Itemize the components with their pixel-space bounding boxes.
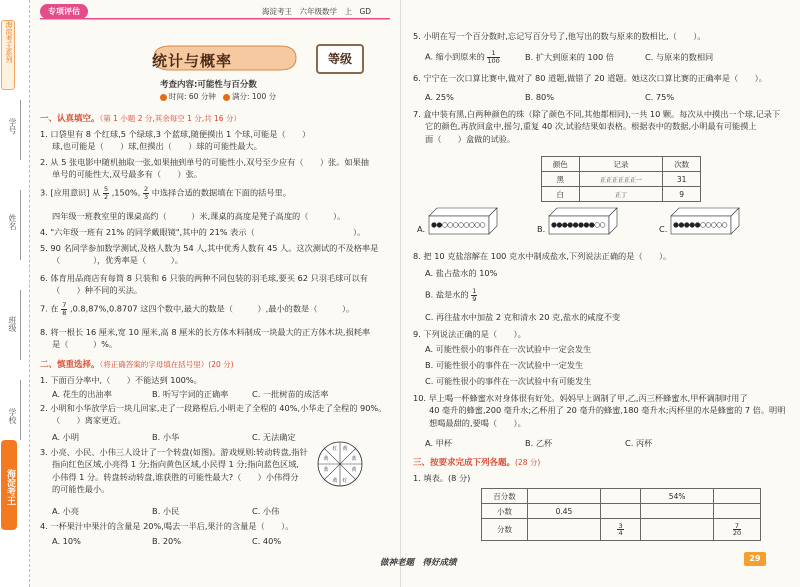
bead: [552, 223, 557, 228]
table-cell: 9: [663, 187, 701, 202]
page-title: 统计与概率: [152, 52, 233, 70]
q2-10-line2: 40 毫升的蜂蜜,200 毫升水;乙杯用了 20 毫升的蜂蜜,180 毫升水;丙杯里的水是蜂蜜的 7 倍。明明: [429, 405, 786, 416]
q2-7-line2: 它的颜色,再放回盒中,摇匀,重复 40 次,试验结果如表格。根据表中的数据,小明最有可能摸上: [425, 121, 757, 132]
question-2-4: 4. 一杯果汁中果汁的含量是 20%,喝去一半后,果汁的含量是（ ）。: [40, 521, 294, 531]
q1-6-line1: 6. 体育用品商店有每筒 8 只装和 6 只装的两种不同包装的羽毛球,要买 62 只羽毛球可以有: [40, 273, 368, 283]
table-row: [542, 172, 701, 187]
q1-1-line2: 球,也可能是（ ）球,但摸出（ ）球的可能性最大。: [52, 141, 262, 152]
option-b: B. 可能性很小的事件在一次试验中一定发生: [425, 360, 584, 370]
question-2-3: [40, 446, 316, 495]
q1-8-line2: 是（ ）%。: [52, 339, 118, 350]
option-a: A. 花生的出油率: [52, 389, 112, 399]
q1-5-line1: 5. 90 名同学参加数学测试,及格人数为 54 人,其中优秀人数有 45 人。这次测试的不及格率是: [40, 243, 379, 253]
option-b: B. 80%: [525, 92, 555, 102]
table-cell[interactable]: [641, 519, 714, 541]
question-1-8: [40, 326, 395, 351]
fraction: [617, 523, 623, 537]
fraction-numerator: 7: [62, 301, 67, 309]
fraction: [471, 288, 477, 302]
option-c: C. 与原来的数相同: [645, 52, 714, 62]
q2-2-line2: （ ）离家更近。: [52, 415, 126, 426]
bead: [674, 223, 679, 228]
table-cell[interactable]: [528, 489, 601, 504]
fraction-denominator: 2: [103, 192, 109, 201]
option-a: [425, 50, 500, 64]
option-a: A. 10%: [52, 536, 81, 546]
table-cell[interactable]: [714, 489, 761, 504]
fraction-numerator: 2: [143, 185, 149, 193]
bead: [584, 223, 589, 228]
strip-line: [20, 100, 21, 160]
fraction-denominator: 20: [732, 529, 742, 537]
spinner-label: 黄: [323, 456, 329, 462]
tally-table: [541, 156, 701, 202]
question-2-6: 6. 宁宁在一次口算比赛中,做对了 80 道题,做错了 20 道题。她这次口算比赛的正确率是（ ）。: [413, 73, 767, 83]
box-label-c: C.: [659, 224, 668, 234]
q1-8-line1: 8. 将一根长 16 厘米,宽 10 厘米,高 8 厘米的长方体木料制成一块最大的正方体木块,损耗率: [40, 327, 371, 337]
spinner-label: 红: [332, 446, 338, 452]
option-c: C. 一批树苗的成活率: [252, 389, 329, 399]
question-1-6: [40, 272, 395, 297]
bead: [695, 223, 700, 228]
q1-7-lead: 7. 在: [40, 303, 59, 314]
section-1-title: [40, 112, 241, 124]
section-1-note: （第 1 小题 2 分,其余每空 1 分,共 16 分）: [99, 114, 241, 123]
option-c: C. 可能性很小的事件在一次试验中有可能发生: [425, 376, 592, 386]
spinner-figure: [316, 440, 364, 488]
series-label: 海淀考王 六年级数学 上 GD: [262, 7, 372, 16]
section-3-note: (28 分): [515, 458, 541, 467]
option-b: [425, 288, 477, 302]
bead-box-b: [547, 206, 619, 236]
q1-3-mid: ,150%,: [111, 187, 141, 198]
fraction-numerator: 1: [487, 50, 499, 58]
section-2-title: [40, 358, 234, 370]
option-b: B. 20%: [152, 536, 182, 546]
q1-7-tail: ,0.8,87%,0.8707 这四个数中,最大的数是（ ）,最小的数是（ ）。: [69, 303, 355, 314]
table-cell[interactable]: [600, 504, 640, 519]
q2-10-line1: 10. 早上喝一杯蜂蜜水对身体很有好处。妈妈早上调制了甲,乙,丙三杯蜂蜜水,甲杯调制时用了: [413, 393, 748, 403]
fraction: [143, 186, 149, 200]
question-2-5: 5. 小明在写一个百分数时,忘记写百分号了,他写出的数与原来的数相比,（ ）。: [413, 31, 706, 41]
box-label-a: A.: [417, 224, 426, 234]
bead: [437, 223, 442, 228]
bead: [701, 223, 706, 228]
footer-motto: 做神老题 得好成绩: [380, 558, 457, 568]
table-header: 颜色: [542, 157, 580, 172]
q1-2-line1: 2. 从 5 张电影中随机抽取一张,如果抽到单号的可能性小,双号至少应有（ ）张。如果抽: [40, 157, 369, 167]
question-2-7: [413, 108, 798, 145]
table-cell: 正丁: [579, 187, 663, 202]
question-1-1: [40, 128, 395, 153]
question-2-9: 9. 下列说法正确的是（ ）。: [413, 329, 526, 339]
spinner-label: 蓝: [351, 456, 357, 462]
q1-1-line1: 1. 口袋里有 8 个红球,5 个绿球,3 个蓝球,随便摸出 1 个球,可能是（ ）: [40, 129, 311, 139]
q1-3-lead: 3. [应用意识] 从: [40, 187, 101, 198]
table-cell: 白: [542, 187, 580, 202]
option-c: C. 再往盐水中加盐 2 克和清水 20 克,盐水的咸度不变: [425, 312, 621, 322]
spinner-label: 红: [342, 478, 348, 484]
bead: [469, 223, 474, 228]
table-header-row: [542, 157, 701, 172]
question-1-2: [40, 156, 395, 181]
table-row: [482, 489, 761, 504]
table-header: 记录: [579, 157, 663, 172]
conversion-table: [481, 488, 761, 541]
brand-badge: 海淀考王: [1, 440, 17, 530]
student-number-label: 学号: [8, 118, 17, 134]
fraction-numerator: 7: [733, 523, 741, 531]
fraction-numerator: 5: [103, 185, 109, 193]
q2-10-line3: 想喝最甜的,要喝（ ）。: [429, 417, 526, 428]
question-3-1: 1. 填表。(8 分): [413, 473, 471, 483]
bead: [595, 223, 600, 228]
table-cell: 31: [663, 172, 701, 187]
question-1-4: 4. "六年级一班有 21% 的同学戴眼镜",其中的 21% 表示（ ）。: [40, 227, 366, 237]
bead: [690, 223, 695, 228]
bead: [480, 223, 485, 228]
grade-box: 等级: [316, 44, 364, 74]
table-cell: [600, 519, 640, 541]
bead: [722, 223, 727, 228]
section-3-heading: 三、按要求完成下列各题。: [413, 458, 516, 468]
q1-6-line2: （ ）种不同的买法。: [52, 285, 143, 296]
q1-3-sentence: 四年级一班教室里的课桌高约（ ）米,课桌的高度是凳子高度的（ ）。: [52, 211, 346, 221]
bead: [562, 223, 567, 228]
section-2-heading: 二、慎重选择。: [40, 360, 100, 370]
bead: [557, 223, 562, 228]
table-cell[interactable]: [600, 489, 640, 504]
q2-7-line3: 面（ ）盒做的试验。: [425, 133, 516, 144]
option-b: B. 小华: [152, 432, 180, 442]
option-a: A. 小亮: [52, 506, 80, 516]
page-number: 29: [744, 552, 766, 566]
option-a: A. 小明: [52, 432, 80, 442]
clock-icon: [160, 94, 167, 101]
name-label: 姓名: [8, 214, 17, 230]
brand-stamp-small: 海淀考王系列: [1, 20, 15, 90]
option-a: A. 盐占盐水的 10%: [425, 268, 498, 278]
score-icon: [223, 94, 230, 101]
bead: [459, 223, 464, 228]
option-b: B. 听写字词的正确率: [152, 389, 229, 399]
box-label-b: B.: [537, 224, 546, 234]
fraction-numerator: 3: [618, 521, 623, 530]
table-row: [482, 504, 761, 519]
bead: [448, 223, 453, 228]
spinner-label: 黄: [332, 478, 338, 484]
option-a: A. 25%: [425, 92, 454, 102]
exam-subtitle: 考查内容:可能性与百分数: [160, 80, 257, 90]
q2-7-line1: 7. 盒中装有黑,白两种颜色的珠（除了颜色不同,其他都相同),一共 10 颗。每次从中摸出一个球,记录下: [413, 109, 781, 119]
option-a-text: A. 缩小到原来的: [425, 51, 485, 62]
question-2-1: 1. 下面百分率中,（ ）不能达到 100%。: [40, 375, 202, 385]
q2-3-line4: 的可能性最小。: [52, 483, 110, 494]
table-cell: 正正正正正正一: [579, 172, 663, 187]
option-a: A. 可能性很小的事件在一次试验中一定会发生: [425, 344, 592, 354]
fraction-denominator: 100: [487, 56, 500, 65]
binding-margin: [0, 0, 30, 587]
question-2-10: [413, 392, 798, 429]
bead: [568, 223, 573, 228]
option-c: C. 无法确定: [252, 432, 296, 442]
fraction: [733, 523, 741, 537]
question-1-3: [40, 186, 395, 200]
bead: [717, 223, 722, 228]
q1-3-tail: 中选择合适的数据填在下面的括号里。: [151, 187, 291, 198]
question-1-5: [40, 242, 395, 267]
bead: [684, 223, 689, 228]
bead: [589, 223, 594, 228]
bead: [573, 223, 578, 228]
right-page: [400, 0, 800, 587]
question-1-7: [40, 302, 395, 316]
bead: [706, 223, 711, 228]
strip-line: [20, 190, 21, 260]
spinner-label: 蓝: [323, 467, 329, 473]
option-c: C. 40%: [252, 536, 282, 546]
q2-2-line1: 2. 小明和小华放学后一块儿回家,走了一段路程后,小明走了全程的 40%,小华走了全程的 90%。: [40, 403, 387, 413]
option-b-text: B. 盐是水的: [425, 289, 469, 300]
row-label: 分数: [482, 519, 528, 541]
q2-3-line1: 3. 小亮、小民、小伟三人设计了一个转盘(如图)。游戏规则:转动转盘,指针: [40, 447, 308, 457]
fraction-denominator: 8: [62, 308, 67, 317]
q2-3-line3: 小伟得 1 分。转盘转动转盘,谁获胜的可能性最大?（ ）小伟得分: [52, 471, 299, 482]
spinner-label: 黄: [342, 446, 348, 452]
fraction-denominator: 3: [143, 192, 149, 201]
fraction-denominator: 4: [618, 529, 623, 537]
spinner-label: 黄: [351, 467, 357, 473]
fraction-denominator: 9: [472, 294, 477, 303]
section-3-title: [413, 456, 540, 468]
bead: [464, 223, 469, 228]
option-c: C. 丙杯: [625, 438, 653, 448]
bead: [475, 223, 480, 228]
option-b: B. 乙杯: [525, 438, 553, 448]
row-label: 小数: [482, 504, 528, 519]
bead: [432, 223, 437, 228]
bead: [579, 223, 584, 228]
table-cell: [714, 519, 761, 541]
bead: [442, 223, 447, 228]
table-cell[interactable]: [714, 504, 761, 519]
fraction: [61, 302, 67, 316]
table-row: [482, 519, 761, 541]
table-cell: 0.45: [528, 504, 601, 519]
option-a: A. 甲杯: [425, 438, 453, 448]
time-label: 时间: 60 分钟: [169, 92, 216, 101]
topic-tag: 专项评估: [40, 4, 88, 19]
school-label: 学校: [8, 408, 17, 424]
option-c: C. 小伟: [252, 506, 280, 516]
q1-5-line2: （ ），优秀率是（ ）。: [52, 255, 183, 266]
q1-2-line2: 单号的可能性大,双号最多有（ ）张。: [52, 169, 202, 180]
option-b: B. 小民: [152, 506, 180, 516]
bead: [453, 223, 458, 228]
table-header: 次数: [663, 157, 701, 172]
class-label: 班级: [8, 316, 17, 332]
strip-line: [20, 380, 21, 440]
table-cell[interactable]: [528, 519, 601, 541]
fraction: [103, 186, 109, 200]
bead: [711, 223, 716, 228]
question-2-8: 8. 把 10 克盐溶解在 100 克水中制成盐水,下列说法正确的是（ ）。: [413, 251, 672, 261]
table-cell: 黑: [542, 172, 580, 187]
bead-box-c: [669, 206, 741, 236]
table-row: [542, 187, 701, 202]
exam-meta: [160, 91, 276, 102]
section-2-note: （将正确答案的字母填在括号里）(20 分): [99, 360, 234, 369]
bead: [600, 223, 605, 228]
fraction-numerator: 1: [472, 287, 477, 295]
header-rule: [40, 18, 390, 20]
table-cell: 54%: [641, 489, 714, 504]
section-1-heading: 一、认真填空。: [40, 114, 100, 124]
table-cell[interactable]: [641, 504, 714, 519]
score-label: 满分: 100 分: [232, 92, 277, 101]
option-c: C. 75%: [645, 92, 675, 102]
question-2-2: [40, 402, 395, 427]
q2-3-line2: 指向红色区域,小亮得 1 分;指向黄色区域,小民得 1 分;指向蓝色区域,: [52, 459, 300, 470]
fraction: [487, 50, 499, 64]
bead: [679, 223, 684, 228]
bead-box-a: [427, 206, 499, 236]
strip-line: [20, 290, 21, 360]
row-label: 百分数: [482, 489, 528, 504]
option-b: B. 扩大到原来的 100 倍: [525, 52, 614, 62]
